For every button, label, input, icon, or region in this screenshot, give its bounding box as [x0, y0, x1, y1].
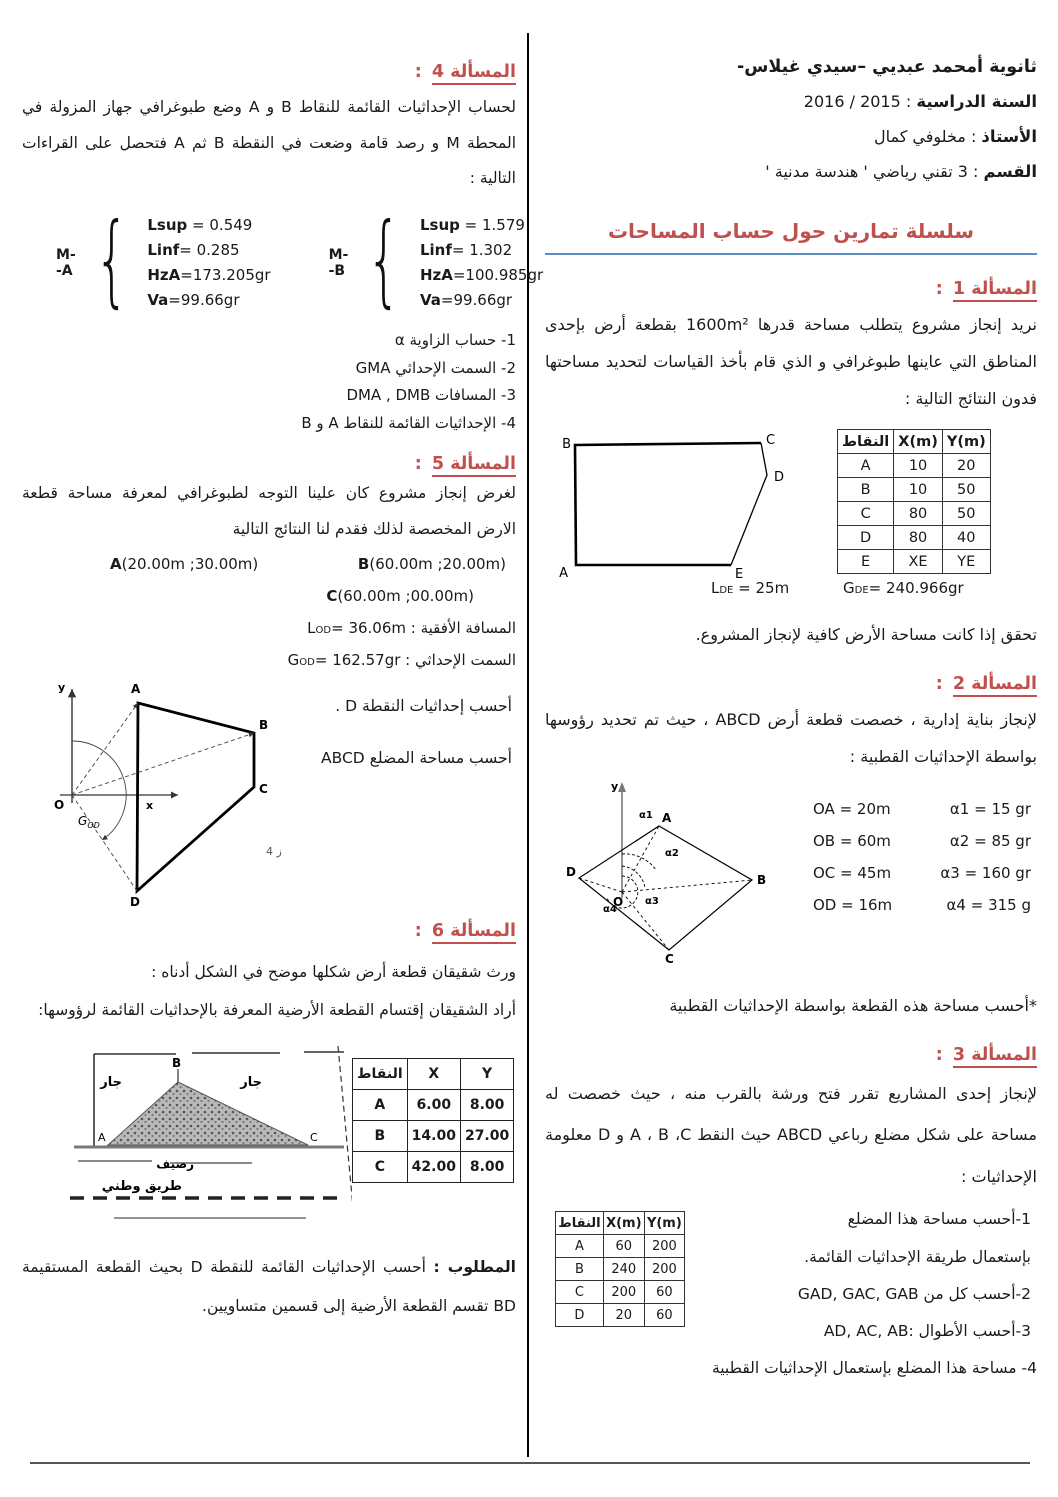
exercise2-heading — [545, 674, 1037, 694]
table-row: C 200 60 — [556, 1281, 685, 1304]
table-row: B 10 50 — [838, 478, 991, 502]
point-label-C: C — [766, 433, 776, 449]
point-label-B: B — [172, 1056, 182, 1071]
point-label-A: A — [131, 682, 141, 697]
question-2: 2-أحسب كل من GAD, GAC, GAB — [797, 1284, 1031, 1303]
horizontal-distance-line: المسافة الأفقية : LOD= 36.06m — [307, 619, 516, 638]
exercise1-plot-figure — [551, 431, 803, 579]
list-item-1: 1- حساب الزاوية α — [394, 330, 516, 349]
point-label-D: D — [566, 864, 576, 879]
school-year-label: السنة الدراسية — [916, 92, 1037, 111]
point-label-D: D — [774, 470, 785, 486]
exercise6-table — [352, 1058, 514, 1183]
exercise6-body1: ورث شقيقان قطعة أرض شكلها موضح في الشكل أدناه : — [151, 963, 516, 982]
exercise5-figure-block — [22, 675, 516, 917]
school-year-row — [549, 84, 1037, 119]
polar-row-OA: OA = 20m α1 = 15 gr — [813, 799, 1031, 818]
series-title: سلسلة تمارين حول حساب المساحات — [545, 219, 1037, 255]
point-label-B: B — [562, 437, 571, 453]
exercise6-land-figure — [56, 1040, 352, 1230]
table-row: A 6.00 8.00 — [353, 1090, 514, 1121]
table-header-row: النقاط X(m) Y(m) — [556, 1212, 685, 1235]
question-4: 4- مساحة هذا المضلع بإستعمال الإحداثيات القطبية — [711, 1359, 1037, 1378]
neighbor-label-left: جار — [100, 1075, 122, 1091]
point-label-E: E — [735, 567, 744, 580]
task-coordinates-D: أحسب إحداثيات النقطة D . — [335, 697, 512, 716]
table-row: C 42.00 8.00 — [353, 1152, 514, 1183]
question-1b: بإستعمال طريقة الإحداثيات القائمة. — [804, 1247, 1031, 1266]
reading-lines-MA: Lsup = 0.549 Linf= 0.285 HzA=173.205gr Va=99.66gr — [147, 215, 271, 309]
point-label-A: A — [98, 1131, 106, 1145]
question-1a: 1-أحسب مساحة هذا المضلع — [847, 1210, 1031, 1229]
point-label-A: A — [559, 566, 568, 580]
exercise2-colon: : — [935, 674, 943, 695]
table-row: A 10 20 — [838, 454, 991, 478]
azimuth-line: السمت الإحداثي : GOD= 162.57gr — [287, 651, 516, 670]
list-item-3: 3- المسافات DMA , DMB — [346, 386, 516, 405]
exercise1-table — [837, 429, 991, 574]
exercise3-table — [555, 1211, 685, 1327]
exercise3-questions — [695, 1201, 1031, 1350]
right-column — [545, 50, 1037, 1377]
table-row: B 240 200 — [556, 1258, 685, 1281]
exercise2-figure-block — [545, 780, 1037, 988]
angle-label-a2: α2 — [665, 847, 679, 859]
exercise4-colon: : — [414, 62, 422, 82]
col-x: X(m) — [894, 430, 943, 454]
table-row: D 20 60 — [556, 1304, 685, 1327]
class-row — [549, 154, 1037, 189]
origin-label-O: O — [613, 894, 624, 909]
table-row: E XE YE — [838, 550, 991, 574]
exercise5-body: لغرض إنجاز مشروع كان علينا التوجه لطبوغرافي لمعرفة مساحة قطعة الارض المخصصة لذلك فقدم لنا النتائج التالية — [22, 483, 516, 538]
exercise5-colon: : — [414, 453, 422, 474]
reading-group-MB — [328, 200, 544, 318]
exercise5-tasks — [284, 697, 512, 767]
exercise1-heading — [545, 279, 1037, 299]
reading-lines-MB: Lsup = 1.579 Linf= 1.302 HzA=100.985gr Va=99.66gr — [419, 215, 544, 309]
exercise5-heading — [22, 454, 516, 474]
exercise2-title: المسألة 2 — [953, 674, 1037, 697]
road-label: طريق وطني — [101, 1179, 182, 1195]
axis-label-y: y — [611, 779, 619, 793]
point-label-A: A — [662, 810, 672, 825]
school-year-value: : 2015 / 2016 — [803, 92, 912, 111]
brace: { — [366, 200, 402, 318]
exercise2-body: لإنجاز بناية إدارية ، خصصت قطعة أرض ABCD ، حيث تم تحديد رؤوسها بواسطة الإحداثيات القطبية : — [545, 710, 1037, 766]
polar-row-OD: OD = 16m α4 = 315 g — [813, 895, 1031, 914]
school-name: ثانوية أمحمد عبديي –سيدي غيلاس- — [736, 57, 1037, 77]
question-3: 3-أحسب الأطوال :AD, AC, AB — [823, 1321, 1031, 1340]
teacher-label: الأستاذ — [981, 127, 1037, 146]
angle-label-a4: α4 — [603, 903, 617, 915]
exercise6-request — [22, 1248, 516, 1326]
point-label-C: C — [665, 951, 674, 966]
table-row: D 80 40 — [838, 526, 991, 550]
exercise1-title: المسألة 1 — [953, 279, 1037, 302]
azimuth-DE-caption: GDE= 240.966gr — [843, 579, 964, 598]
table-row: B 14.00 27.00 — [353, 1121, 514, 1152]
origin-label-O: O — [54, 798, 65, 813]
exercise3-body: لإنجاز إحدى المشاريع تقرر فتح ورشة بالقرب منه ، حيث خصصت له مساحة على شكل مضلع رباعي ABCD حيث النقط A ، B ،C و D معلومة الإحداثيات : — [545, 1083, 1037, 1186]
col-points: النقاط — [838, 430, 894, 454]
exercise3-title: المسألة 3 — [953, 1045, 1037, 1068]
exercise3-colon: : — [935, 1044, 943, 1065]
teacher-row — [549, 119, 1037, 154]
exercise6-heading — [22, 921, 516, 941]
length-DE-caption: LDE = 25m — [711, 579, 790, 598]
left-column — [22, 50, 544, 1326]
exercise4-body: لحساب الإحداثيات القائمة للنقاط B و A وضع طبوغرافي جهاز المزولة في المحطة M و رصد قامة وضعت في النقطة B ثم A فتحصل على القراءات التالية : — [22, 98, 516, 188]
footer-rule — [30, 1462, 1030, 1464]
axis-label-y: y — [58, 681, 66, 695]
table-header-row — [838, 430, 991, 454]
request-text: أحسب الإحداثيات القائمة للنقطة D بحيث القطعة المستقيمة BD تقسم القطعة الأرضية إلى قسمين متساويين. — [22, 1258, 516, 1316]
exercise1-check-line: تحقق إذا كانت مساحة الأرض كافية لإنجاز المشروع. — [695, 625, 1037, 645]
exercise6-title: المسألة 6 — [432, 921, 516, 944]
angle-label-a1: α1 — [639, 809, 653, 821]
table-row: C 80 50 — [838, 502, 991, 526]
document-header — [545, 50, 1037, 189]
polar-values — [813, 800, 1031, 928]
col-y: Y(m) — [942, 430, 990, 454]
neighbor-label-right: جار — [240, 1075, 262, 1091]
exercise5-coord-C: C(60.00m ;00.00m) — [326, 587, 474, 606]
station-label-MB: M--B — [328, 246, 349, 279]
exercise3-heading — [545, 1045, 1037, 1065]
exercise4-question-list — [22, 327, 516, 438]
exercise1-body: نريد إنجاز مشروع يتطلب مساحة قدرها 1600m² بقطعة أرض بإحدى المناطق التي عاينها طبوغرافي و الذي قام بأخذ القياسات لتحديد مساحتها فدون النتائج التالية : — [545, 315, 1037, 408]
exercise5-coords-AB — [22, 555, 516, 573]
table-header-row: النقاط X Y — [353, 1059, 514, 1090]
figure-note: 4 ز — [266, 845, 282, 859]
request-label: المطلوب : — [433, 1258, 516, 1277]
exercise4-heading — [22, 62, 516, 82]
point-label-B: B — [757, 872, 767, 887]
exercise2-note: *أحسب مساحة هذه القطعة بواسطة الإحداثيات القطبية — [669, 995, 1037, 1015]
exercise2-polar-figure — [565, 780, 810, 980]
point-label-C: C — [259, 782, 268, 797]
angle-label-a3: α3 — [645, 895, 659, 907]
exercise1-figure-block — [545, 427, 1037, 615]
reading-group-MA — [56, 200, 271, 318]
station-readings — [56, 200, 544, 318]
polar-row-OC: OC = 45m α3 = 160 gr — [813, 863, 1031, 882]
exercise4-title: المسألة 4 — [432, 62, 516, 85]
class-value: : 3 تقني رياضي ' هندسة مدنية ' — [765, 162, 979, 181]
brace: { — [94, 200, 130, 318]
point-label-C: C — [310, 1131, 318, 1145]
class-label: القسم — [983, 162, 1037, 181]
task-area-ABCD: أحسب مساحة المضلع ABCD — [320, 749, 512, 768]
exercise6-colon: : — [414, 921, 422, 942]
teacher-value: : مخلوفي كمال — [873, 127, 977, 146]
list-item-2: 2- السمت الإحداثي GMA — [355, 358, 516, 377]
station-label-MA: M--A — [56, 246, 76, 279]
polar-row-OB: OB = 60m α2 = 85 gr — [813, 831, 1031, 850]
azimuth-arc-label: $G_{OD}$ — [78, 814, 100, 831]
list-item-4: 4- الإحداثيات القائمة للنقاط A و B — [301, 414, 516, 433]
axis-label-x: x — [146, 799, 154, 813]
coord-B: B(60.00m ;20.00m) — [357, 555, 506, 574]
exercise3-block — [545, 1201, 1037, 1353]
exercise6-figure-block — [22, 1038, 516, 1234]
exercise6-body2: أراد الشقيقان إقتسام القطعة الأرضية المعرفة بالإحداثيات القائمة لرؤوسها: — [38, 1000, 516, 1019]
coord-A: A(20.00m ;30.00m) — [110, 555, 259, 574]
sidewalk-label: رصيف — [156, 1157, 194, 1172]
table-row: A 60 200 — [556, 1235, 685, 1258]
point-label-B: B — [259, 718, 269, 733]
point-label-D: D — [130, 895, 140, 910]
exercise5-title: المسألة 5 — [432, 454, 516, 477]
exercise1-colon: : — [935, 279, 943, 299]
